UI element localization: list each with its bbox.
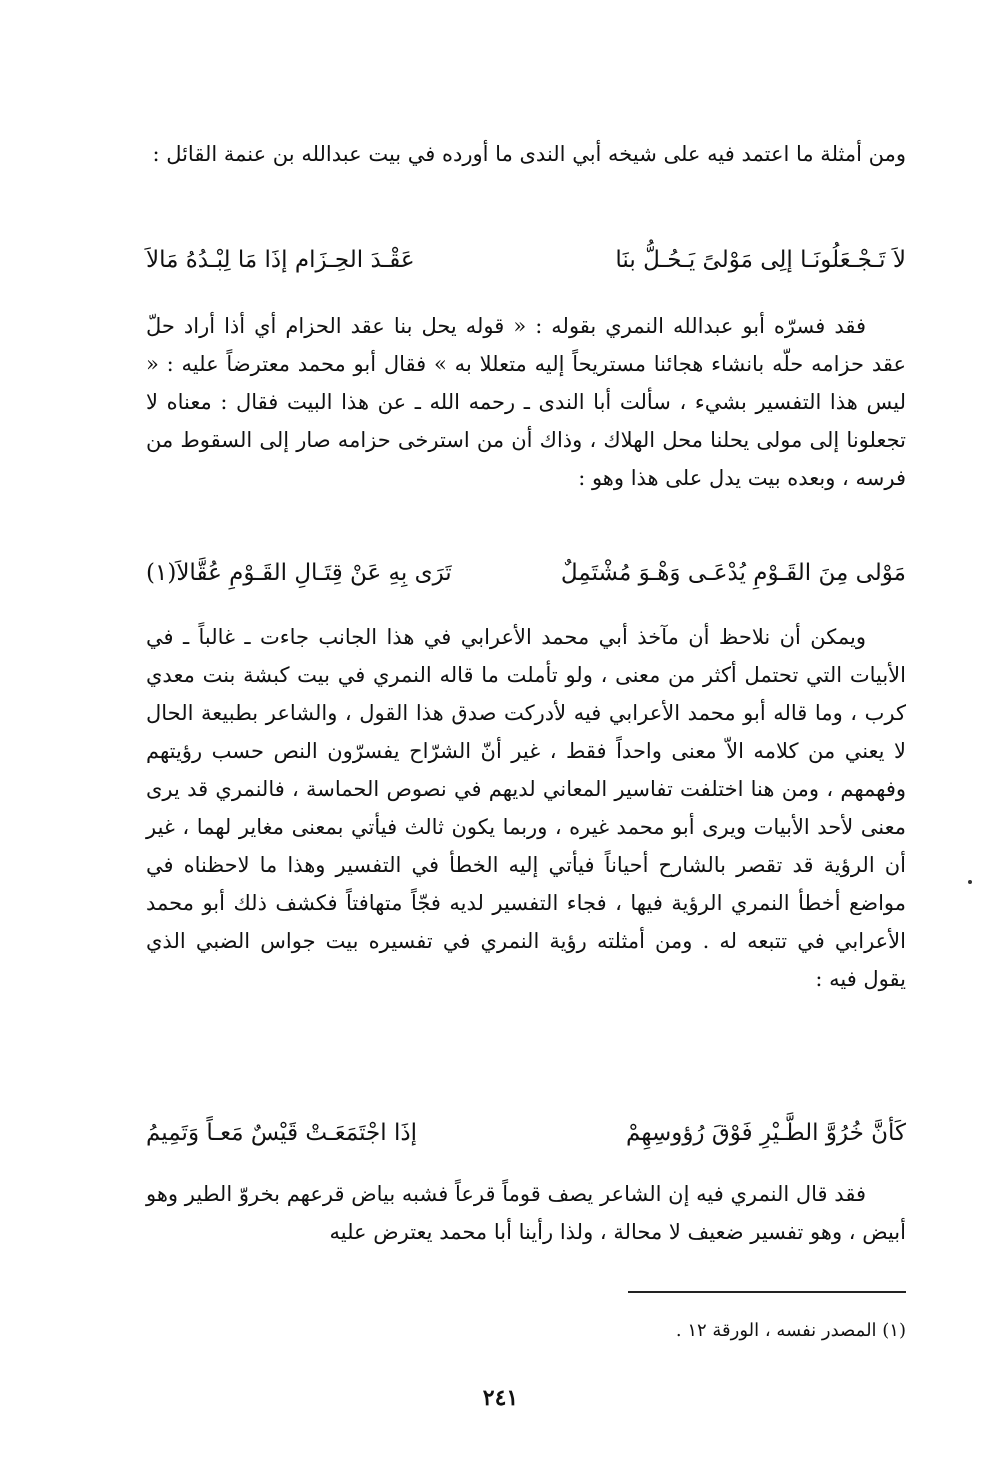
verse-2 [146, 553, 906, 593]
paragraph-intro [146, 135, 906, 173]
verse-2-first-hemistich: مَوْلى مِنَ القَـوْمِ يُدْعَـى وَهْـوَ مُشْتَمِلٌ [560, 560, 906, 586]
verse-1-second-hemistich: عَقْـدَ الحِـزَام إذَا مَا لِبْـدُهُ مَالاَ [146, 247, 415, 273]
verse-3-first-hemistich: كَأنَّ خُرُوَّ الطَّـيْرِ فَوْقَ رُؤوسِهِمْ [626, 1120, 906, 1146]
paragraph-analysis [146, 618, 906, 998]
verse-3 [146, 1113, 906, 1153]
footnote: (١) المصدر نفسه ، الورقة ١٢ . [675, 1320, 906, 1341]
margin-dot [968, 880, 972, 884]
verse-2-second-hemistich: تَرَى بِهِ عَنْ قِتَـالِ القَـوْمِ عُقَّالاَ(١) [146, 560, 452, 586]
paragraph-text: ومن أمثلة ما اعتمد فيه على شيخه أبي الندى ما أورده في بيت عبدالله بن عنمة القائل : [152, 142, 906, 166]
footnote-divider [628, 1291, 906, 1293]
paragraph-text: ويمكن أن نلاحظ أن مآخذ أبي محمد الأعرابي في هذا الجانب جاءت ـ غالباً ـ في الأبيات التي تحتمل أكثر من معنى ، ولو تأملت ما قاله النمري في بيت كبشة بنت معدي كرب ، وما قاله أبو محمد الأعرابي فيه لأدركت صدق هذا القول ، والشاعر بطبيعة الحال لا يعني من كلامه الاّ معنى واحداً فقط ، غير أنّ الشرّاح يفسرّون النص حسب رؤيتهم وفهمهم ، ومن هنا اختلفت تفاسير المعاني لديهم في نصوص الحماسة ، فالنمري قد يرى معنى لأحد الأبيات ويرى أبو محمد غيره ، وربما يكون ثالث فيأتي بمعنى مغاير لهما ، غير أن الرؤية قد تقصر بالشارح أحياناً فيأتي إليه الخطأ في التفسير وهذا ما لاحظناه في مواضع أخطأ النمري الرؤية فيها ، فجاء التفسير لديه فجّاً متهافتاً فكشف ذلك أبو محمد الأعرابي في تتبعه له . ومن أمثلته رؤية النمري في تفسيره بيت جواس الضبي الذي يقول فيه : [146, 625, 906, 991]
page-number: ٢٤١ [482, 1385, 519, 1411]
verse-1 [146, 240, 906, 280]
paragraph-critique [146, 1175, 906, 1251]
paragraph-text: فقد فسرّه أبو عبدالله النمري بقوله : « قوله يحل بنا عقد الحزام أي أذا أراد حلّ عقد حزامه حلّه بانشاء هجائنا مستريحاً إليه متعللا به » فقال أبو محمد معترضاً عليه : « ليس هذا التفسير بشيء ، سألت أبا الندى ـ رحمه الله ـ عن هذا البيت فقال : معناه لا تجعلونا إلى مولى يحلنا محل الهلاك ، وذاك أن من استرخى حزامه صار إلى السقوط من فرسه ، وبعده بيت يدل على هذا وهو : [146, 314, 906, 490]
verse-3-second-hemistich: إذَا اجْتَمَعَـتْ قَيْسٌ مَعـاً وَتَمِيمُ [146, 1120, 418, 1146]
paragraph-interpretation [146, 307, 906, 497]
paragraph-text: فقد قال النمري فيه إن الشاعر يصف قوماً قرعاً فشبه بياض قرعهم بخروّ الطير وهو أبيض ، وهو تفسير ضعيف لا محالة ، ولذا رأينا أبا محمد يعترض عليه [146, 1182, 906, 1244]
verse-1-first-hemistich: لاَ تَـجْـعَلُونَـا إلِى مَوْلىً يَـحُـلُّ بنَا [615, 247, 906, 273]
